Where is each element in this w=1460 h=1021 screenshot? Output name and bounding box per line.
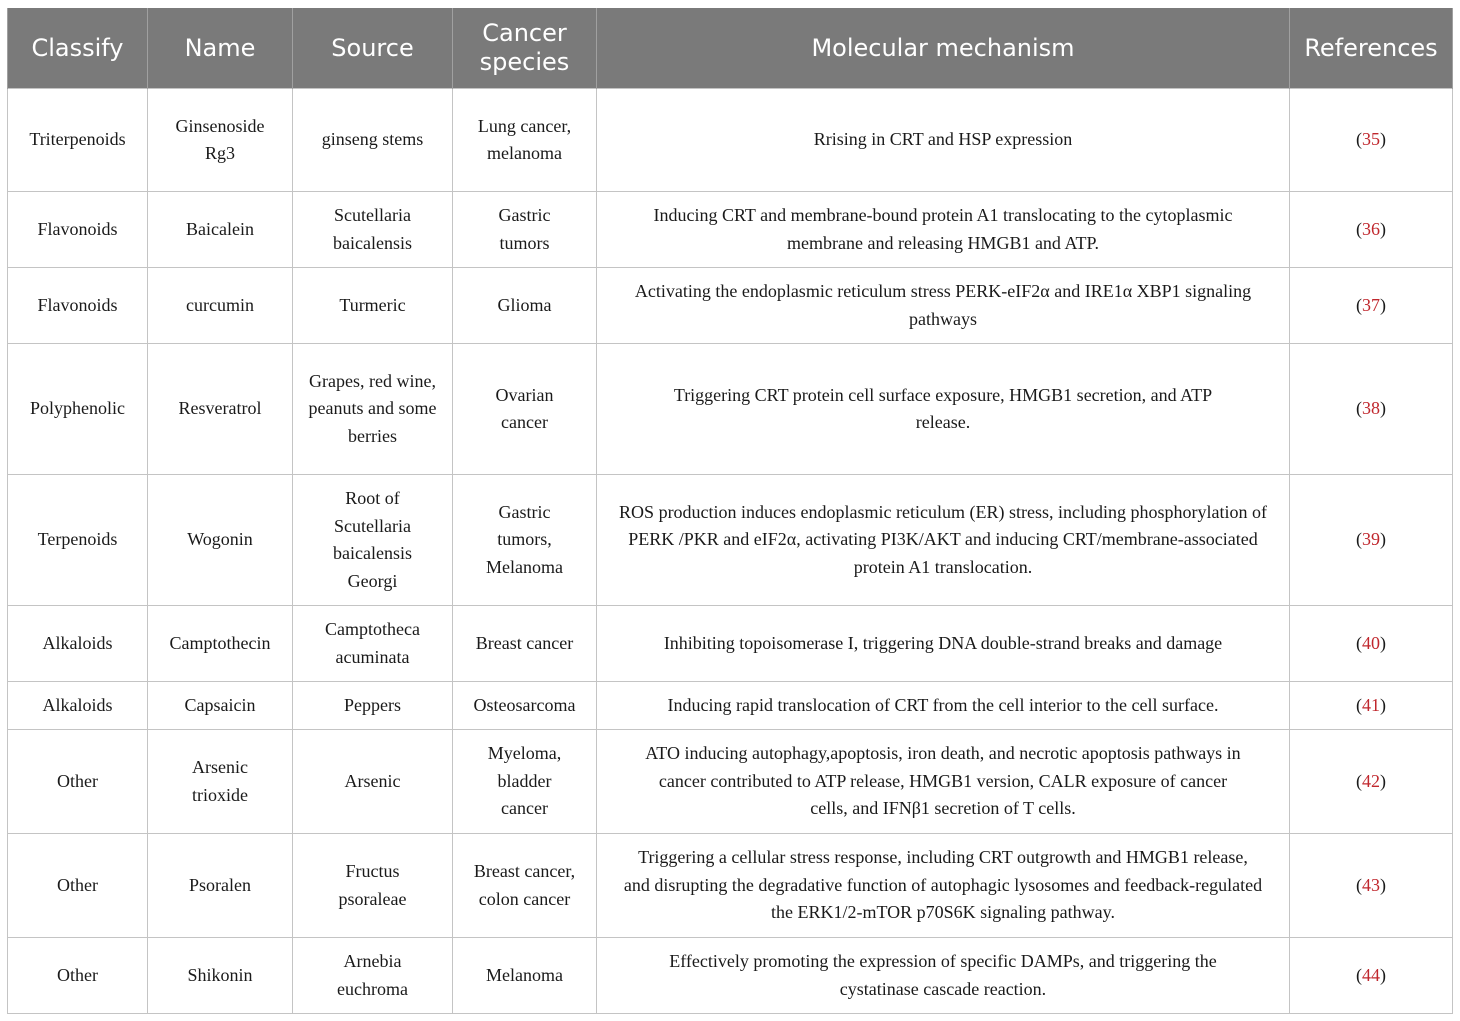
cell-source: Arsenic [293, 730, 453, 834]
cell-source: Grapes, red wine, peanuts and some berries [293, 344, 453, 475]
reference-link[interactable]: 38 [1362, 398, 1380, 419]
cell-mechanism: Inducing rapid translocation of CRT from the cell interior to the cell surface. [597, 682, 1290, 730]
cell-reference[interactable]: (40) [1290, 606, 1453, 682]
cell-reference[interactable]: (37) [1290, 268, 1453, 344]
cell-mechanism: Activating the endoplasmic reticulum stress PERK-eIF2α and IRE1α XBP1 signaling pathways [597, 268, 1290, 344]
reference-link[interactable]: 44 [1362, 964, 1380, 985]
cell-cancer-species: Gastric tumors, Melanoma [453, 475, 597, 606]
reference-link[interactable]: 43 [1362, 874, 1380, 895]
cell-name: Resveratrol [148, 344, 293, 475]
reference-link[interactable]: 37 [1362, 294, 1380, 315]
cell-name: Baicalein [148, 192, 293, 268]
cell-source: Fructus psoraleae [293, 834, 453, 938]
table-container [7, 8, 1452, 1014]
cell-cancer-species: Gastric tumors [453, 192, 597, 268]
reference-link[interactable]: 42 [1362, 770, 1380, 791]
cell-source: ginseng stems [293, 89, 453, 192]
cell-source: Scutellaria baicalensis [293, 192, 453, 268]
reference-link[interactable]: 36 [1362, 218, 1380, 239]
table-row [8, 475, 1453, 606]
header-name: Name [148, 8, 293, 89]
cell-classify: Flavonoids [8, 192, 148, 268]
cell-mechanism: Inhibiting topoisomerase I, triggering DNA double-strand breaks and damage [597, 606, 1290, 682]
cell-reference[interactable]: (35) [1290, 89, 1453, 192]
cell-reference[interactable]: (38) [1290, 344, 1453, 475]
cell-reference[interactable]: (43) [1290, 834, 1453, 938]
cell-mechanism: Rrising in CRT and HSP expression [597, 89, 1290, 192]
reference-link[interactable]: 41 [1362, 694, 1380, 715]
header-row [8, 8, 1453, 89]
cell-name: Capsaicin [148, 682, 293, 730]
table-row [8, 606, 1453, 682]
header-references: References [1290, 8, 1453, 89]
header-source: Source [293, 8, 453, 89]
table-row [8, 89, 1453, 192]
cell-cancer-species: Ovarian cancer [453, 344, 597, 475]
cell-reference[interactable]: (42) [1290, 730, 1453, 834]
cell-cancer-species: Glioma [453, 268, 597, 344]
cell-reference[interactable]: (39) [1290, 475, 1453, 606]
cell-classify: Alkaloids [8, 606, 148, 682]
cell-classify: Polyphenolic [8, 344, 148, 475]
cell-mechanism: ROS production induces endoplasmic reticulum (ER) stress, including phosphorylation of PERK /PKR and eIF2α, activating PI3K/AKT and inducing CRT/membrane-associated protein A1 translocation. [597, 475, 1290, 606]
reference-link[interactable]: 39 [1362, 529, 1380, 550]
cell-name: Wogonin [148, 475, 293, 606]
cell-cancer-species: Lung cancer, melanoma [453, 89, 597, 192]
cell-name: Shikonin [148, 938, 293, 1014]
cell-name: curcumin [148, 268, 293, 344]
cell-mechanism: Triggering CRT protein cell surface exposure, HMGB1 secretion, and ATP release. [597, 344, 1290, 475]
cell-classify: Terpenoids [8, 475, 148, 606]
table-row [8, 938, 1453, 1014]
cell-source: Turmeric [293, 268, 453, 344]
header-molecular-mechanism: Molecular mechanism [597, 8, 1290, 89]
cell-classify: Flavonoids [8, 268, 148, 344]
cell-name: Arsenic trioxide [148, 730, 293, 834]
table-row [8, 682, 1453, 730]
cell-name: Camptothecin [148, 606, 293, 682]
table-row [8, 730, 1453, 834]
cell-mechanism: Effectively promoting the expression of specific DAMPs, and triggering the cystatinase cascade reaction. [597, 938, 1290, 1014]
table-row [8, 268, 1453, 344]
cell-classify: Other [8, 938, 148, 1014]
cell-mechanism: ATO inducing autophagy,apoptosis, iron death, and necrotic apoptosis pathways in cancer contributed to ATP release, HMGB1 version, CALR exposure of cancer cells, and IFNβ1 secretion of T cells. [597, 730, 1290, 834]
cell-name: Psoralen [148, 834, 293, 938]
cell-cancer-species: Breast cancer [453, 606, 597, 682]
cell-classify: Alkaloids [8, 682, 148, 730]
table-row [8, 192, 1453, 268]
cell-reference[interactable]: (36) [1290, 192, 1453, 268]
cell-source: Peppers [293, 682, 453, 730]
reference-link[interactable]: 40 [1362, 632, 1380, 653]
reference-link[interactable]: 35 [1362, 129, 1380, 150]
cell-cancer-species: Breast cancer, colon cancer [453, 834, 597, 938]
cell-reference[interactable]: (41) [1290, 682, 1453, 730]
table-row [8, 834, 1453, 938]
cell-cancer-species: Melanoma [453, 938, 597, 1014]
cell-source: Root of Scutellaria baicalensis Georgi [293, 475, 453, 606]
cell-source: Arnebia euchroma [293, 938, 453, 1014]
cell-classify: Other [8, 730, 148, 834]
cell-reference[interactable]: (44) [1290, 938, 1453, 1014]
table-row [8, 344, 1453, 475]
natural-compounds-table [7, 8, 1453, 1014]
cell-name: Ginsenoside Rg3 [148, 89, 293, 192]
header-classify: Classify [8, 8, 148, 89]
cell-classify: Other [8, 834, 148, 938]
header-cancer-species: Cancer species [453, 8, 597, 89]
cell-source: Camptotheca acuminata [293, 606, 453, 682]
cell-cancer-species: Myeloma, bladder cancer [453, 730, 597, 834]
cell-cancer-species: Osteosarcoma [453, 682, 597, 730]
cell-mechanism: Inducing CRT and membrane-bound protein A1 translocating to the cytoplasmic membrane and releasing HMGB1 and ATP. [597, 192, 1290, 268]
cell-mechanism: Triggering a cellular stress response, including CRT outgrowth and HMGB1 release, and disrupting the degradative function of autophagic lysosomes and feedback-regulated the ERK1/2-mTOR p70S6K signaling pathway. [597, 834, 1290, 938]
cell-classify: Triterpenoids [8, 89, 148, 192]
